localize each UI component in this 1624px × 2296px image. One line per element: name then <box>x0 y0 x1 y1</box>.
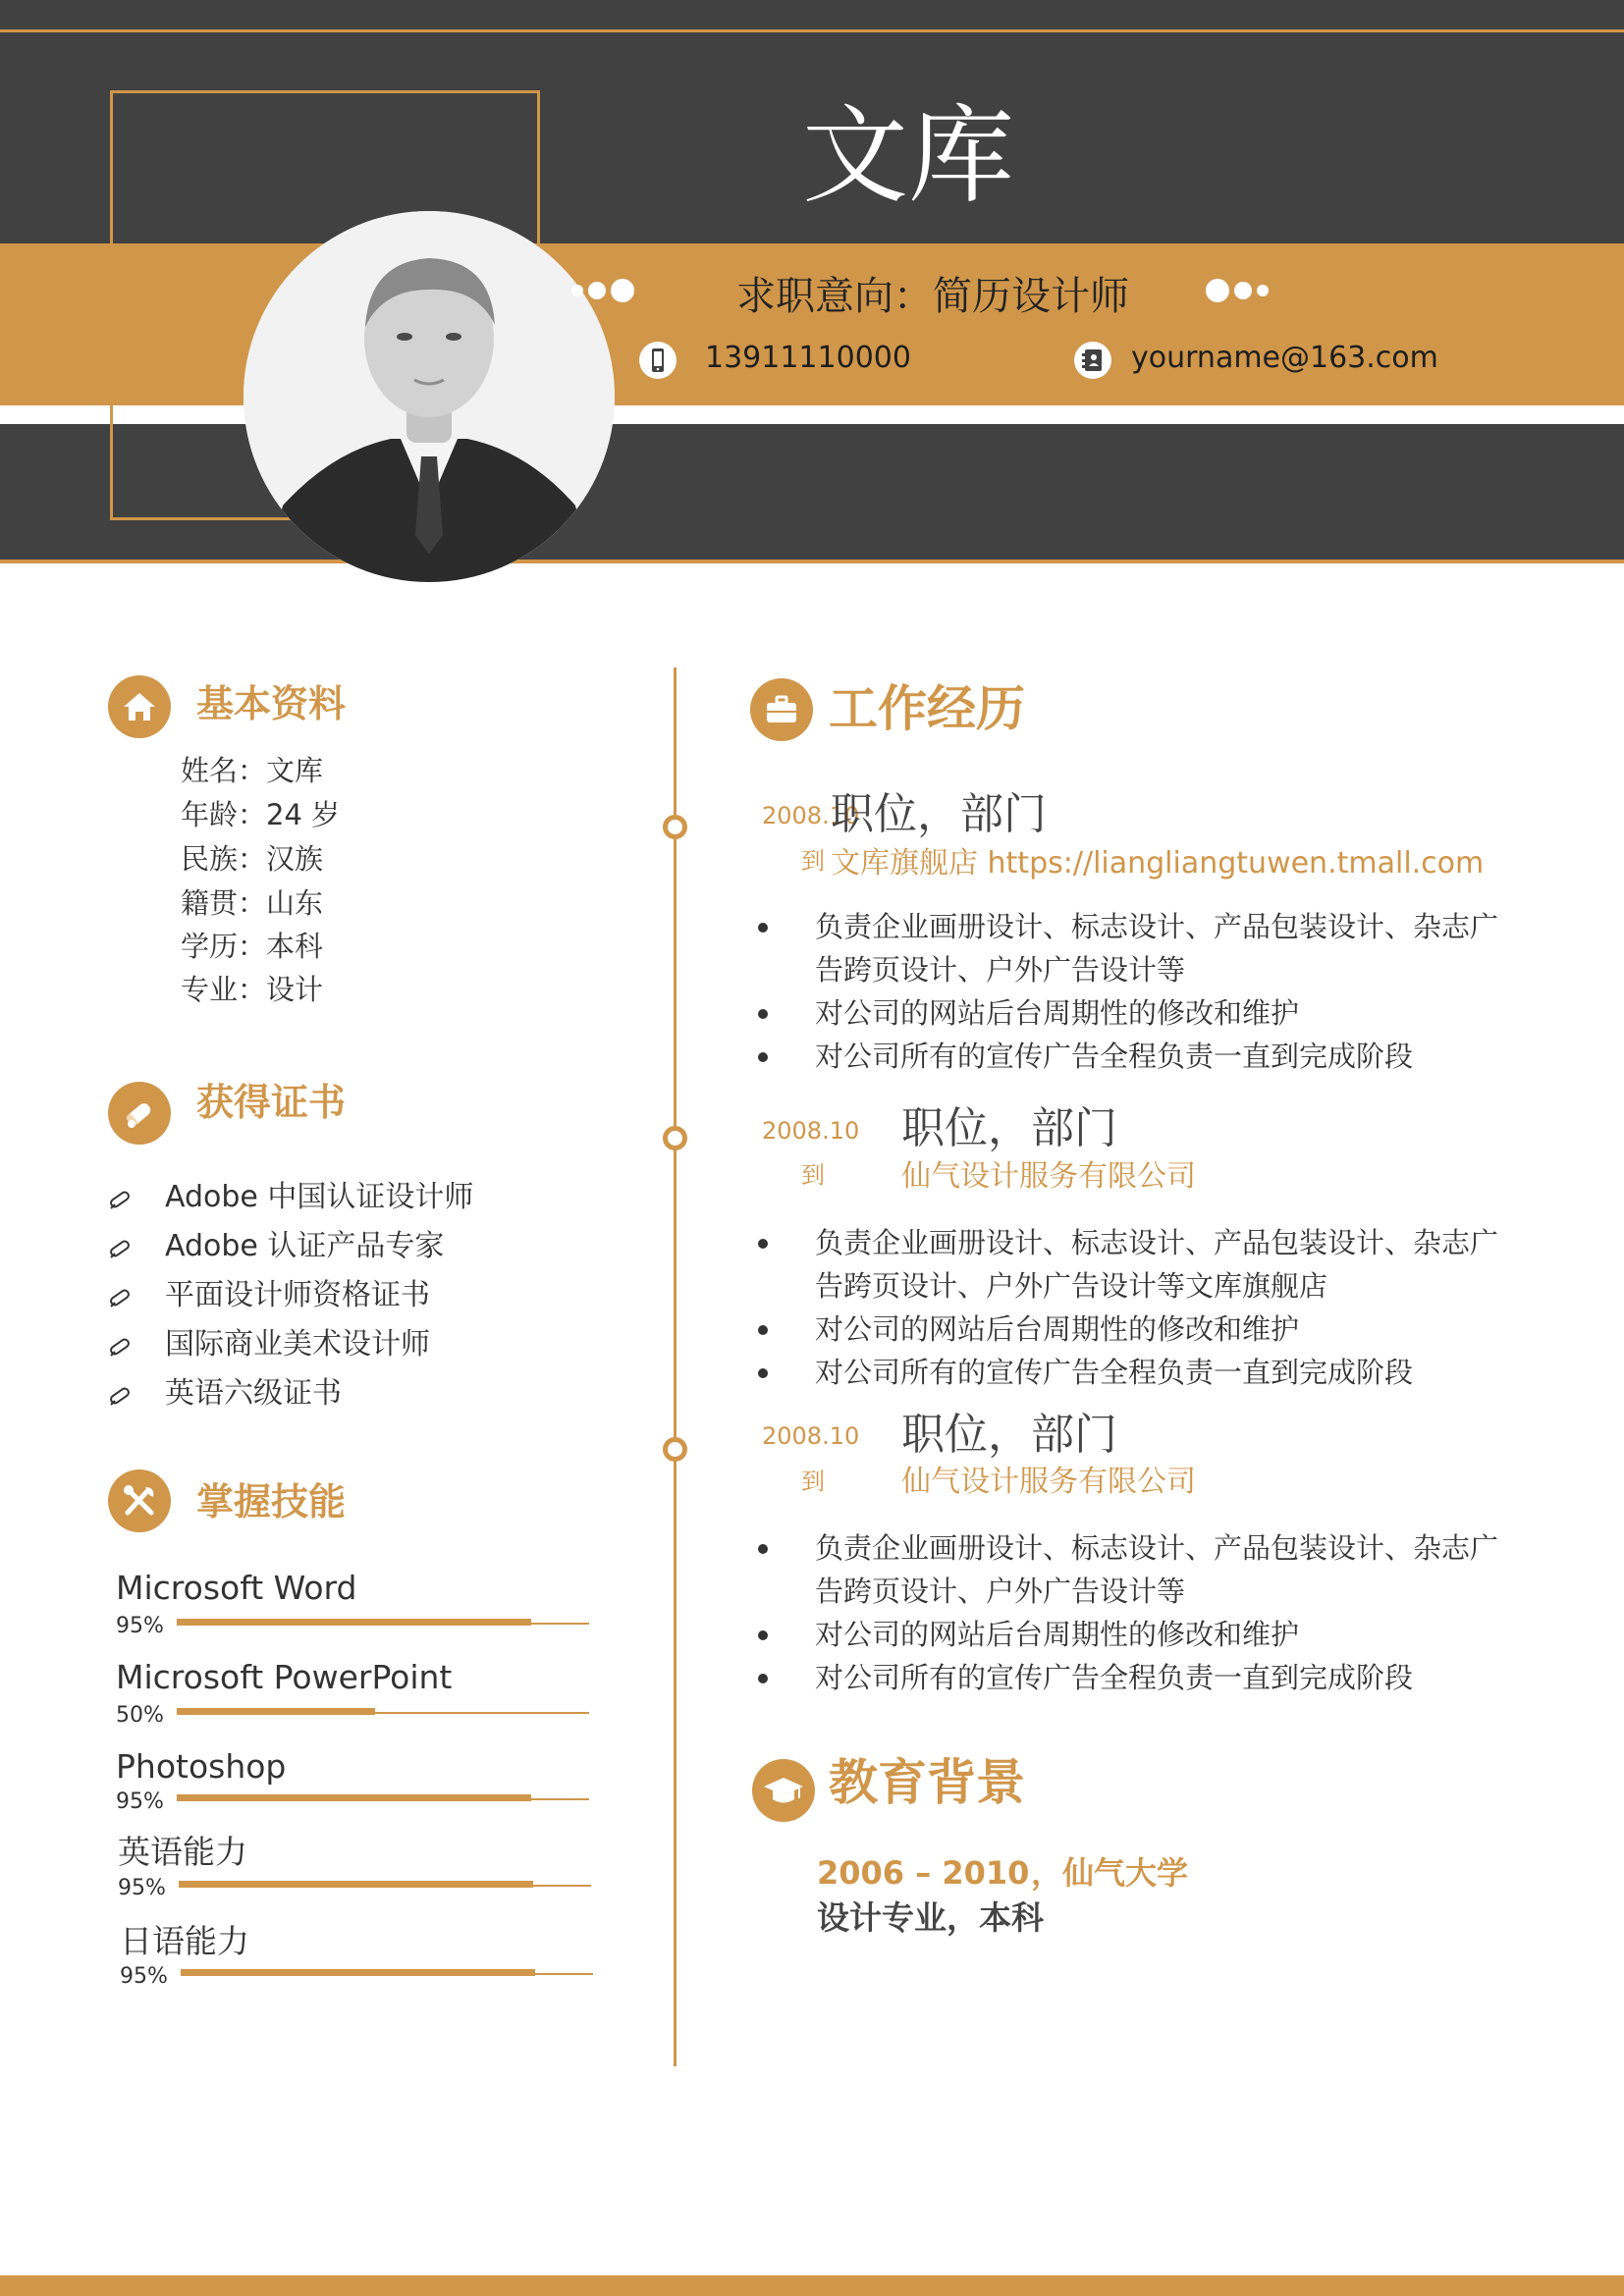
work-company: 仙气设计服务有限公司 <box>901 1465 1196 1499</box>
work-duty-item: 对公司的网站后台周期性的修改和维护 <box>756 991 1502 1035</box>
work-company: 文库旗舰店 https://liangliangtuwen.tmall.com <box>831 846 1485 881</box>
work-date-to: 到 <box>801 1468 825 1495</box>
work-date: 2008.10 <box>762 1422 860 1450</box>
graduation-cap-icon <box>752 1759 815 1822</box>
phone-number: 13911110000 <box>705 341 911 375</box>
certificate-item: Adobe 认证产品专家 <box>165 1229 445 1263</box>
skill-percent: 50% <box>116 1703 164 1728</box>
work-duty-item: 对公司所有的宣传广告全程负责一直到完成阶段 <box>756 1351 1502 1394</box>
timeline-node <box>663 1126 687 1150</box>
skill-percent: 95% <box>116 1789 164 1814</box>
work-position: 职位，部门 <box>831 789 1047 839</box>
work-duty-item: 对公司的网站后台周期性的修改和维护 <box>756 1308 1502 1351</box>
basic-info-item: 籍贯：山东 <box>181 886 324 920</box>
skill-bar-fill <box>181 1969 535 1976</box>
job-objective: 求职意向：简历设计师 <box>736 274 1129 319</box>
work-company: 仙气设计服务有限公司 <box>901 1159 1196 1194</box>
tools-icon <box>108 1469 171 1532</box>
work-position: 职位，部门 <box>901 1103 1117 1153</box>
skill-bar-fill <box>177 1708 375 1715</box>
work-duty-item: 负责企业画册设计、标志设计、产品包装设计、杂志广告跨页设计、户外广告设计等 <box>756 905 1502 991</box>
work-duty-item: 对公司的网站后台周期性的修改和维护 <box>756 1613 1502 1656</box>
portrait-icon <box>244 211 615 582</box>
phone-icon <box>639 342 677 379</box>
education-school: ，仙气大学 <box>1031 1854 1189 1892</box>
work-duty-item: 负责企业画册设计、标志设计、产品包装设计、杂志广告跨页设计、户外广告设计等文库旗舰店 <box>756 1221 1502 1308</box>
diploma-icon <box>106 1235 134 1262</box>
work-date-to: 到 <box>801 1161 825 1189</box>
skill-bar-fill <box>177 1619 531 1626</box>
decorative-dots-icon <box>1204 271 1272 310</box>
certificate-item: Adobe 中国认证设计师 <box>165 1180 474 1214</box>
work-duties <box>756 1526 1502 1699</box>
education-title: 教育背景 <box>829 1754 1025 1811</box>
diploma-icon <box>106 1186 134 1213</box>
footer-bar <box>0 2275 1624 2296</box>
skill-name: Photoshop <box>116 1747 287 1786</box>
certificate-icon <box>108 1082 171 1145</box>
certificate-item: 国际商业美术设计师 <box>165 1327 430 1362</box>
work-title: 工作经历 <box>829 680 1025 737</box>
avatar <box>244 211 615 582</box>
timeline-node <box>663 815 687 839</box>
skill-percent: 95% <box>118 1876 166 1900</box>
skills-title: 掌握技能 <box>196 1480 347 1523</box>
skill-bar-fill <box>177 1794 531 1801</box>
diploma-icon <box>106 1284 134 1311</box>
skill-name: Microsoft PowerPoint <box>116 1658 453 1696</box>
basic-info-item: 姓名：文库 <box>181 754 324 787</box>
basic-info-title: 基本资料 <box>196 682 347 725</box>
diploma-icon <box>106 1382 134 1410</box>
education-years: 2006 – 2010 <box>817 1854 1030 1892</box>
work-duty-item: 对公司所有的宣传广告全程负责一直到完成阶段 <box>756 1656 1502 1699</box>
certificates-title: 获得证书 <box>196 1081 347 1124</box>
work-duties <box>756 905 1502 1078</box>
house-icon <box>108 675 171 738</box>
education-major: 设计专业，本科 <box>817 1898 1044 1937</box>
skill-name: Microsoft Word <box>116 1569 357 1607</box>
work-date-to: 到 <box>801 847 825 875</box>
work-duty-item: 对公司所有的宣传广告全程负责一直到完成阶段 <box>756 1035 1502 1078</box>
skill-name: 日语能力 <box>120 1922 249 1960</box>
skill-name: 英语能力 <box>118 1833 247 1871</box>
candidate-name: 文库 <box>801 95 1014 218</box>
certificate-item: 英语六级证书 <box>165 1376 342 1411</box>
header-top-rule <box>0 29 1624 32</box>
work-position: 职位，部门 <box>901 1410 1117 1460</box>
email-address: yourname@163.com <box>1131 341 1438 375</box>
decorative-dots-icon <box>568 271 636 310</box>
skill-bar-fill <box>179 1881 533 1888</box>
work-date: 2008.10 <box>762 1117 860 1145</box>
timeline-node <box>663 1437 687 1462</box>
work-duty-item: 负责企业画册设计、标志设计、产品包装设计、杂志广告跨页设计、户外广告设计等 <box>756 1526 1502 1613</box>
certificate-item: 平面设计师资格证书 <box>165 1278 430 1312</box>
skill-percent: 95% <box>120 1964 168 1989</box>
skill-percent: 95% <box>116 1614 164 1638</box>
basic-info-item: 民族：汉族 <box>181 842 324 876</box>
address-book-icon <box>1074 342 1111 379</box>
header-bottom-rule <box>0 560 1624 563</box>
work-date: 2008.10 <box>762 802 860 829</box>
work-duties <box>756 1221 1502 1394</box>
diploma-icon <box>106 1333 134 1361</box>
basic-info-item: 专业：设计 <box>181 973 324 1006</box>
basic-info-item: 年龄：24 岁 <box>181 798 341 831</box>
timeline-line <box>674 667 677 2066</box>
basic-info-item: 学历：本科 <box>181 930 324 963</box>
briefcase-icon <box>750 678 813 741</box>
